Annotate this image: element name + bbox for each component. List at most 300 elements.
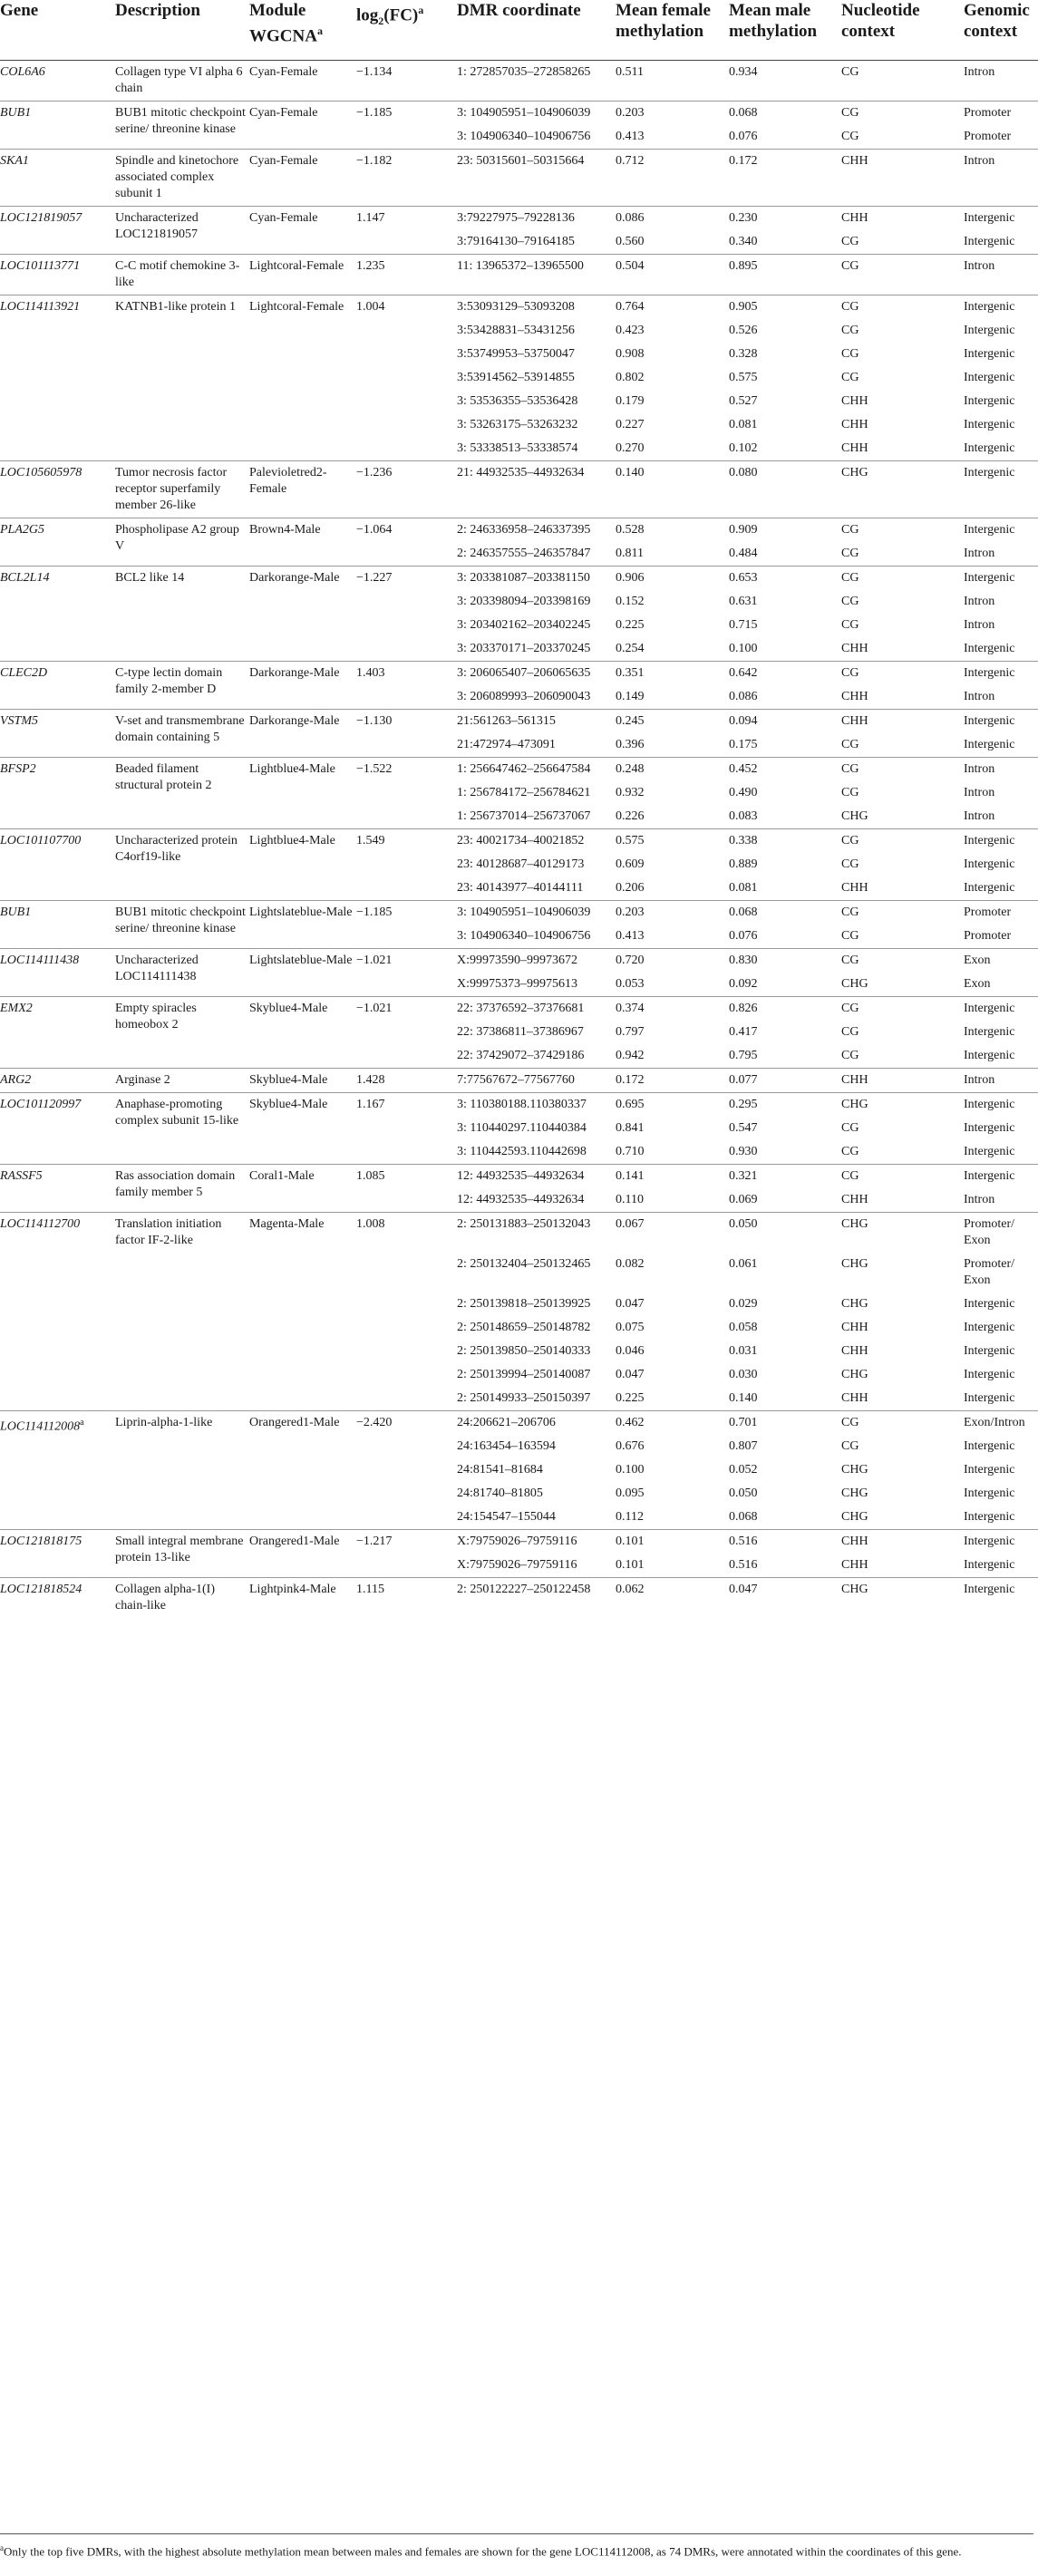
description-cell: Uncharacterized LOC114111438 [115, 949, 249, 997]
nucleotide-context-cell: CHG [841, 1213, 964, 1254]
dmr-coordinate-cell: 3: 110440297.110440384 [457, 1121, 587, 1135]
module-cell: Orangered1-Male [249, 1411, 356, 1530]
description-cell: C-type lectin domain family 2-member D [115, 662, 249, 710]
table-row [0, 150, 1038, 207]
log2fc-cell: 1.008 [356, 1213, 457, 1411]
genomic-context-cell: Exon [964, 977, 991, 991]
mean-female-cell: 0.100 [616, 1463, 645, 1477]
genomic-context-cell: Intergenic [964, 394, 1015, 408]
mean-female-cell: 0.695 [616, 1093, 729, 1118]
description-cell: Collagen type VI alpha 6 chain [115, 65, 243, 95]
mean-male-cell: 0.340 [729, 235, 758, 248]
genomic-context-cell: Intergenic [964, 461, 1038, 518]
mean-female-cell: 0.062 [616, 1578, 729, 1619]
mean-female-cell: 0.932 [616, 786, 645, 799]
mean-male-cell: 0.050 [729, 1213, 841, 1254]
genomic-context-cell: Promoter [964, 929, 1012, 943]
mean-female-cell: 0.351 [616, 662, 729, 686]
table-row [0, 1578, 1038, 1619]
log2fc-cell: −1.227 [356, 567, 457, 662]
gene-cell: BUB1 [0, 901, 115, 949]
mean-female-cell: 0.110 [616, 1193, 644, 1206]
module-cell: Coral1-Male [249, 1165, 356, 1213]
header-dmr-coordinate: DMR coordinate [457, 1, 581, 20]
gene-cell: LOC114113921 [0, 295, 115, 461]
dmr-coordinate-cell: 3: 203381087–203381150 [457, 567, 616, 591]
nucleotide-context-cell: CHH [841, 418, 868, 431]
mean-male-cell: 0.083 [729, 809, 758, 823]
genomic-context-cell: Exon [964, 949, 1038, 973]
table-footnote: $^a$Only the top five DMRs, with the highest absolute methylation mean between males and females are shown for the gene LOC114112008, as 74 DMRs, were annotated within the coordinates of this gene. [0, 2533, 1033, 2560]
nucleotide-context-cell: CG [841, 786, 859, 799]
mean-male-cell: 0.100 [729, 642, 758, 655]
mean-male-cell: 0.795 [729, 1049, 758, 1062]
genomic-context-cell: Intron [964, 758, 1038, 782]
genomic-context-cell: Intergenic [964, 738, 1015, 751]
nucleotide-context-cell: CG [841, 997, 964, 1022]
mean-male-cell: 0.642 [729, 662, 841, 686]
mean-male-cell: 0.715 [729, 618, 758, 632]
dmr-coordinate-cell: 3: 53263175–53263232 [457, 418, 578, 431]
header-genomic-context: Genomic context [964, 1, 1030, 41]
genomic-context-cell: Intron [964, 618, 995, 632]
genomic-context-cell: Intergenic [964, 207, 1038, 231]
nucleotide-context-cell: CG [841, 65, 859, 79]
mean-male-cell: 0.701 [729, 1411, 841, 1436]
gene-cell: LOC105605978 [0, 461, 115, 518]
dmr-coordinate-cell: 3: 110442593.110442698 [457, 1145, 587, 1158]
log2fc-cell: −1.236 [356, 461, 457, 518]
mean-female-cell: 0.141 [616, 1165, 729, 1189]
table-row [0, 1093, 1038, 1118]
gene-cell: LOC114112008$^a$ [0, 1411, 115, 1530]
module-cell: Cyan-Female [249, 65, 318, 79]
dmr-coordinate-cell: 3:79164130–79164185 [457, 235, 575, 248]
mean-female-cell: 0.811 [616, 547, 644, 560]
header-description: Description [115, 1, 200, 20]
mean-female-cell: 0.101 [616, 1558, 645, 1572]
table-row [0, 207, 1038, 231]
module-cell: Lightcoral-Female [249, 255, 356, 295]
mean-male-cell: 0.086 [729, 690, 758, 703]
mean-female-cell: 0.254 [616, 642, 645, 655]
mean-male-cell: 0.653 [729, 567, 841, 591]
log2fc-cell: −1.130 [356, 710, 457, 758]
description-cell: BCL2 like 14 [115, 567, 249, 662]
genomic-context-cell: Intron [964, 1069, 1038, 1093]
gene-cell: LOC101107700 [0, 829, 115, 901]
mean-male-cell: 0.076 [729, 130, 758, 143]
dmr-coordinate-cell: 3: 203402162–203402245 [457, 618, 591, 632]
description-cell: Small integral membrane protein 13-like [115, 1530, 249, 1578]
mean-male-cell: 0.172 [729, 150, 841, 207]
genomic-context-cell: Intergenic [964, 1025, 1015, 1039]
dmr-coordinate-cell: 3: 206065407–206065635 [457, 662, 616, 686]
table-body [0, 61, 1038, 1619]
nucleotide-context-cell: CG [841, 595, 859, 608]
genomic-context-cell: Intergenic [964, 1463, 1015, 1477]
mean-female-cell: 0.942 [616, 1049, 645, 1062]
mean-male-cell: 0.094 [729, 710, 841, 734]
gene-cell: RASSF5 [0, 1165, 115, 1213]
log2fc-cell: −1.064 [356, 518, 457, 567]
mean-female-cell: 0.179 [616, 394, 645, 408]
log2fc-cell: 1.235 [356, 255, 457, 295]
log2fc-cell: −1.185 [356, 102, 457, 150]
description-cell: Spindle and kinetochore associated complex subunit 1 [115, 150, 249, 207]
dmr-coordinate-cell: 3: 203370171–203370245 [457, 642, 591, 655]
log2fc-cell: −1.021 [356, 997, 457, 1069]
description-cell: Translation initiation factor IF-2-like [115, 1213, 249, 1411]
table-row [0, 662, 1038, 686]
mean-male-cell: 0.077 [729, 1069, 841, 1093]
mean-male-cell: 0.061 [729, 1257, 758, 1271]
dmr-coordinate-cell: 22: 37429072–37429186 [457, 1049, 585, 1062]
gene-cell: BFSP2 [0, 758, 115, 829]
genomic-context-cell: Promoter [964, 130, 1012, 143]
genomic-context-cell: Intergenic [964, 1487, 1015, 1500]
table-row [0, 567, 1038, 591]
module-cell: Lightcoral-Female [249, 295, 356, 461]
nucleotide-context-cell: CHH [841, 1344, 868, 1358]
table-row [0, 1411, 1038, 1436]
mean-male-cell: 0.452 [729, 758, 841, 782]
genomic-context-cell: Intergenic [964, 518, 1038, 543]
nucleotide-context-cell: CHG [841, 809, 868, 823]
genomic-context-cell: Intergenic [964, 1510, 1015, 1524]
module-cell: Darkorange-Male [249, 662, 356, 710]
genomic-context-cell: Intergenic [964, 441, 1015, 455]
dmr-coordinate-cell: 1: 256647462–256647584 [457, 758, 616, 782]
mean-male-cell: 0.321 [729, 1165, 841, 1189]
genomic-context-cell: Promoter/ Exon [964, 1213, 1038, 1254]
genomic-context-cell: Exon/Intron [964, 1411, 1038, 1436]
description-cell: V-set and transmembrane domain containing 5 [115, 710, 249, 758]
mean-female-cell: 0.206 [616, 881, 645, 895]
nucleotide-context-cell: CHH [841, 1391, 868, 1405]
mean-male-cell: 0.490 [729, 786, 758, 799]
log2fc-cell: 1.115 [356, 1578, 457, 1619]
genomic-context-cell: Intergenic [964, 235, 1015, 248]
dmr-coordinate-cell: 3: 104905951–104906039 [457, 102, 616, 126]
genomic-context-cell: Intron [964, 255, 1038, 295]
nucleotide-context-cell: CHH [841, 690, 868, 703]
dmr-coordinate-cell: 21:561263–561315 [457, 710, 616, 734]
mean-male-cell: 0.175 [729, 738, 758, 751]
mean-male-cell: 0.081 [729, 418, 758, 431]
nucleotide-context-cell: CHH [841, 710, 964, 734]
module-cell: Darkorange-Male [249, 567, 356, 662]
mean-female-cell: 0.575 [616, 829, 729, 854]
dmr-coordinate-cell: 3:53093129–53093208 [457, 295, 616, 320]
nucleotide-context-cell: CG [841, 1145, 859, 1158]
table-row [0, 949, 1038, 973]
mean-male-cell: 0.830 [729, 949, 841, 973]
dmr-coordinate-cell: 2: 250139994–250140087 [457, 1368, 591, 1381]
table-row [0, 1069, 1038, 1093]
mean-female-cell: 0.712 [616, 150, 729, 207]
nucleotide-context-cell: CG [841, 758, 964, 782]
mean-male-cell: 0.895 [729, 255, 841, 295]
mean-female-cell: 0.225 [616, 618, 645, 632]
gene-cell: COL6A6 [0, 65, 45, 79]
module-cell: Palevioletred2-Female [249, 461, 356, 518]
mean-female-cell: 0.413 [616, 130, 645, 143]
genomic-context-cell: Intergenic [964, 567, 1038, 591]
module-cell: Cyan-Female [249, 207, 356, 255]
genomic-context-cell: Intergenic [964, 710, 1038, 734]
genomic-context-cell: Intron [964, 547, 995, 560]
mean-male-cell: 0.052 [729, 1463, 758, 1477]
dmr-coordinate-cell: 1: 256737014–256737067 [457, 809, 591, 823]
nucleotide-context-cell: CG [841, 662, 964, 686]
table-row [0, 518, 1038, 543]
mean-female-cell: 0.149 [616, 690, 645, 703]
description-cell: Beaded filament structural protein 2 [115, 758, 249, 829]
dmr-coordinate-cell: X:99973590–99973672 [457, 949, 616, 973]
genomic-context-cell: Intergenic [964, 642, 1015, 655]
module-cell: Skyblue4-Male [249, 1093, 356, 1165]
mean-male-cell: 0.889 [729, 857, 758, 871]
description-cell: Collagen alpha-1(I) chain-like [115, 1578, 249, 1619]
mean-male-cell: 0.905 [729, 295, 841, 320]
table-row [0, 255, 1038, 295]
genomic-context-cell: Intron [964, 809, 995, 823]
genomic-context-cell: Intergenic [964, 1321, 1015, 1334]
dmr-coordinate-cell: 2: 250122227–250122458 [457, 1578, 616, 1619]
mean-male-cell: 0.068 [729, 102, 841, 126]
gene-cell: EMX2 [0, 997, 115, 1069]
genomic-context-cell: Intron [964, 150, 1038, 207]
nucleotide-context-cell: CHH [841, 150, 964, 207]
mean-male-cell: 0.080 [729, 461, 841, 518]
mean-male-cell: 0.029 [729, 1297, 758, 1311]
mean-female-cell: 0.528 [616, 518, 729, 543]
dmr-coordinate-cell: 23: 40128687–40129173 [457, 857, 585, 871]
nucleotide-context-cell: CG [841, 829, 964, 854]
genomic-context-cell: Intergenic [964, 881, 1015, 895]
nucleotide-context-cell: CHH [841, 394, 868, 408]
genomic-context-cell: Intergenic [964, 1121, 1015, 1135]
mean-female-cell: 0.908 [616, 347, 645, 361]
table-row [0, 1213, 1038, 1254]
nucleotide-context-cell: CHH [841, 1558, 868, 1572]
dmr-coordinate-cell: 3: 104906340–104906756 [457, 130, 591, 143]
mean-female-cell: 0.095 [616, 1487, 645, 1500]
description-cell: BUB1 mitotic checkpoint serine/ threonine kinase [115, 901, 249, 949]
genomic-context-cell: Intergenic [964, 1165, 1038, 1189]
gene-cell: VSTM5 [0, 710, 115, 758]
mean-female-cell: 0.841 [616, 1121, 645, 1135]
module-cell: Lightpink4-Male [249, 1578, 356, 1619]
mean-female-cell: 0.720 [616, 949, 729, 973]
nucleotide-context-cell: CG [841, 1165, 964, 1189]
mean-female-cell: 0.413 [616, 929, 645, 943]
description-cell: Tumor necrosis factor receptor superfamily member 26-like [115, 461, 249, 518]
description-cell: Empty spiracles homeobox 2 [115, 997, 249, 1069]
genomic-context-cell: Intergenic [964, 1145, 1015, 1158]
gene-cell: LOC101120997 [0, 1093, 115, 1165]
dmr-coordinate-cell: 23: 40021734–40021852 [457, 829, 616, 854]
dmr-coordinate-cell: 3: 110380188.110380337 [457, 1093, 616, 1118]
dmr-coordinate-cell: 2: 250139850–250140333 [457, 1344, 591, 1358]
dmr-coordinate-cell: 11: 13965372–13965500 [457, 255, 616, 295]
nucleotide-context-cell: CG [841, 518, 964, 543]
mean-female-cell: 0.676 [616, 1439, 645, 1453]
module-cell: Brown4-Male [249, 518, 356, 567]
log2fc-cell: −1.217 [356, 1530, 457, 1578]
nucleotide-context-cell: CG [841, 130, 859, 143]
mean-female-cell: 0.053 [616, 977, 645, 991]
dmr-coordinate-cell: 3:53914562–53914855 [457, 371, 575, 384]
description-cell: Uncharacterized LOC121819057 [115, 207, 249, 255]
mean-female-cell: 0.047 [616, 1297, 645, 1311]
genomic-context-cell: Intergenic [964, 1297, 1015, 1311]
log2fc-cell: 1.085 [356, 1165, 457, 1213]
log2fc-cell: 1.428 [356, 1069, 457, 1093]
gene-cell: LOC114111438 [0, 949, 115, 997]
mean-female-cell: 0.046 [616, 1344, 645, 1358]
mean-female-cell: 0.152 [616, 595, 645, 608]
dmr-coordinate-cell: 24:81740–81805 [457, 1487, 543, 1500]
mean-male-cell: 0.140 [729, 1391, 758, 1405]
dmr-coordinate-cell: 3: 53536355–53536428 [457, 394, 578, 408]
dmr-coordinate-cell: 7:77567672–77567760 [457, 1069, 616, 1093]
description-cell: Anaphase-promoting complex subunit 15-like [115, 1093, 249, 1165]
mean-female-cell: 0.086 [616, 207, 729, 231]
mean-male-cell: 0.417 [729, 1025, 758, 1039]
log2fc-cell: 1.147 [356, 207, 457, 255]
genomic-context-cell: Intergenic [964, 1344, 1015, 1358]
genomic-context-cell: Intergenic [964, 1558, 1015, 1572]
module-cell: Lightblue4-Male [249, 758, 356, 829]
nucleotide-context-cell: CG [841, 295, 964, 320]
genomic-context-cell: Intergenic [964, 1049, 1015, 1062]
mean-female-cell: 0.797 [616, 1025, 645, 1039]
nucleotide-context-cell: CG [841, 547, 859, 560]
genomic-context-cell: Intergenic [964, 1530, 1038, 1554]
mean-male-cell: 0.526 [729, 324, 758, 337]
mean-male-cell: 0.092 [729, 977, 758, 991]
mean-male-cell: 0.909 [729, 518, 841, 543]
dmr-coordinate-cell: 1: 256784172–256784621 [457, 786, 591, 799]
table-header [0, 0, 1038, 61]
nucleotide-context-cell: CHG [841, 1510, 868, 1524]
mean-male-cell: 0.081 [729, 881, 758, 895]
mean-female-cell: 0.396 [616, 738, 645, 751]
log2fc-cell: −1.182 [356, 150, 457, 207]
genomic-context-cell: Intergenic [964, 295, 1038, 320]
module-cell: Lightslateblue-Male [249, 949, 356, 997]
nucleotide-context-cell: CG [841, 1411, 964, 1436]
dmr-coordinate-cell: X:79759026–79759116 [457, 1558, 577, 1572]
mean-female-cell: 0.248 [616, 758, 729, 782]
mean-female-cell: 0.172 [616, 1069, 729, 1093]
dmr-coordinate-cell: 2: 250131883–250132043 [457, 1213, 616, 1254]
mean-male-cell: 0.328 [729, 347, 758, 361]
table-row [0, 829, 1038, 854]
table-row [0, 758, 1038, 782]
genomic-context-cell: Intron [964, 690, 995, 703]
module-cell: Skyblue4-Male [249, 1069, 356, 1093]
genomic-context-cell: Intergenic [964, 857, 1015, 871]
genomic-context-cell: Intron [964, 786, 995, 799]
mean-female-cell: 0.082 [616, 1257, 645, 1271]
description-cell: Ras association domain family member 5 [115, 1165, 249, 1213]
mean-female-cell: 0.710 [616, 1145, 645, 1158]
dmr-coordinate-cell: 24:163454–163594 [457, 1439, 556, 1453]
nucleotide-context-cell: CG [841, 1121, 859, 1135]
module-cell: Orangered1-Male [249, 1530, 356, 1578]
mean-male-cell: 0.631 [729, 595, 758, 608]
nucleotide-context-cell: CHG [841, 1257, 868, 1271]
mean-female-cell: 0.374 [616, 997, 729, 1022]
genomic-context-cell: Promoter [964, 901, 1038, 925]
gene-cell: LOC121818524 [0, 1578, 115, 1619]
dmr-coordinate-cell: 2: 250148659–250148782 [457, 1321, 591, 1334]
nucleotide-context-cell: CHH [841, 642, 868, 655]
nucleotide-context-cell: CHH [841, 207, 964, 231]
nucleotide-context-cell: CG [841, 371, 859, 384]
mean-male-cell: 0.575 [729, 371, 758, 384]
genomic-context-cell: Intergenic [964, 371, 1015, 384]
dmr-coordinate-cell: X:99975373–99975613 [457, 977, 577, 991]
mean-female-cell: 0.270 [616, 441, 645, 455]
dmr-coordinate-cell: 24:81541–81684 [457, 1463, 543, 1477]
module-cell: Cyan-Female [249, 150, 356, 207]
nucleotide-context-cell: CHG [841, 1578, 964, 1619]
nucleotide-context-cell: CG [841, 1439, 859, 1453]
mean-female-cell: 0.226 [616, 809, 645, 823]
nucleotide-context-cell: CG [841, 1049, 859, 1062]
mean-male-cell: 0.516 [729, 1530, 841, 1554]
nucleotide-context-cell: CG [841, 738, 859, 751]
dmr-coordinate-cell: 3:79227975–79228136 [457, 207, 616, 231]
module-cell: Darkorange-Male [249, 710, 356, 758]
dmr-coordinate-cell: 2: 250132404–250132465 [457, 1257, 591, 1271]
table-row [0, 710, 1038, 734]
gene-cell: CLEC2D [0, 662, 115, 710]
mean-female-cell: 0.511 [616, 65, 644, 79]
mean-male-cell: 0.934 [729, 65, 758, 79]
dmr-coordinate-cell: 12: 44932535–44932634 [457, 1193, 585, 1206]
mean-female-cell: 0.423 [616, 324, 645, 337]
dmr-coordinate-cell: 1: 272857035–272858265 [457, 65, 591, 79]
log2fc-cell: 1.549 [356, 829, 457, 901]
mean-male-cell: 0.068 [729, 1510, 758, 1524]
dmr-coordinate-cell: 21:472974–473091 [457, 738, 556, 751]
gene-cell: LOC101113771 [0, 255, 115, 295]
genomic-context-cell: Intergenic [964, 997, 1038, 1022]
genomic-context-cell: Intergenic [964, 1439, 1015, 1453]
description-cell: Arginase 2 [115, 1069, 249, 1093]
dmr-coordinate-cell: 22: 37376592–37376681 [457, 997, 616, 1022]
gene-cell: PLA2G5 [0, 518, 115, 567]
table-row [0, 1530, 1038, 1554]
genomic-context-cell: Intergenic [964, 1391, 1015, 1405]
nucleotide-context-cell: CHG [841, 1297, 868, 1311]
mean-female-cell: 0.203 [616, 901, 729, 925]
mean-female-cell: 0.802 [616, 371, 645, 384]
description-cell: Uncharacterized protein C4orf19-like [115, 829, 249, 901]
mean-male-cell: 0.338 [729, 829, 841, 854]
genomic-context-cell: Intergenic [964, 662, 1038, 686]
table-row [0, 901, 1038, 925]
mean-male-cell: 0.230 [729, 207, 841, 231]
nucleotide-context-cell: CG [841, 857, 859, 871]
dmr-coordinate-cell: 23: 40143977–40144111 [457, 881, 584, 895]
nucleotide-context-cell: CG [841, 324, 859, 337]
